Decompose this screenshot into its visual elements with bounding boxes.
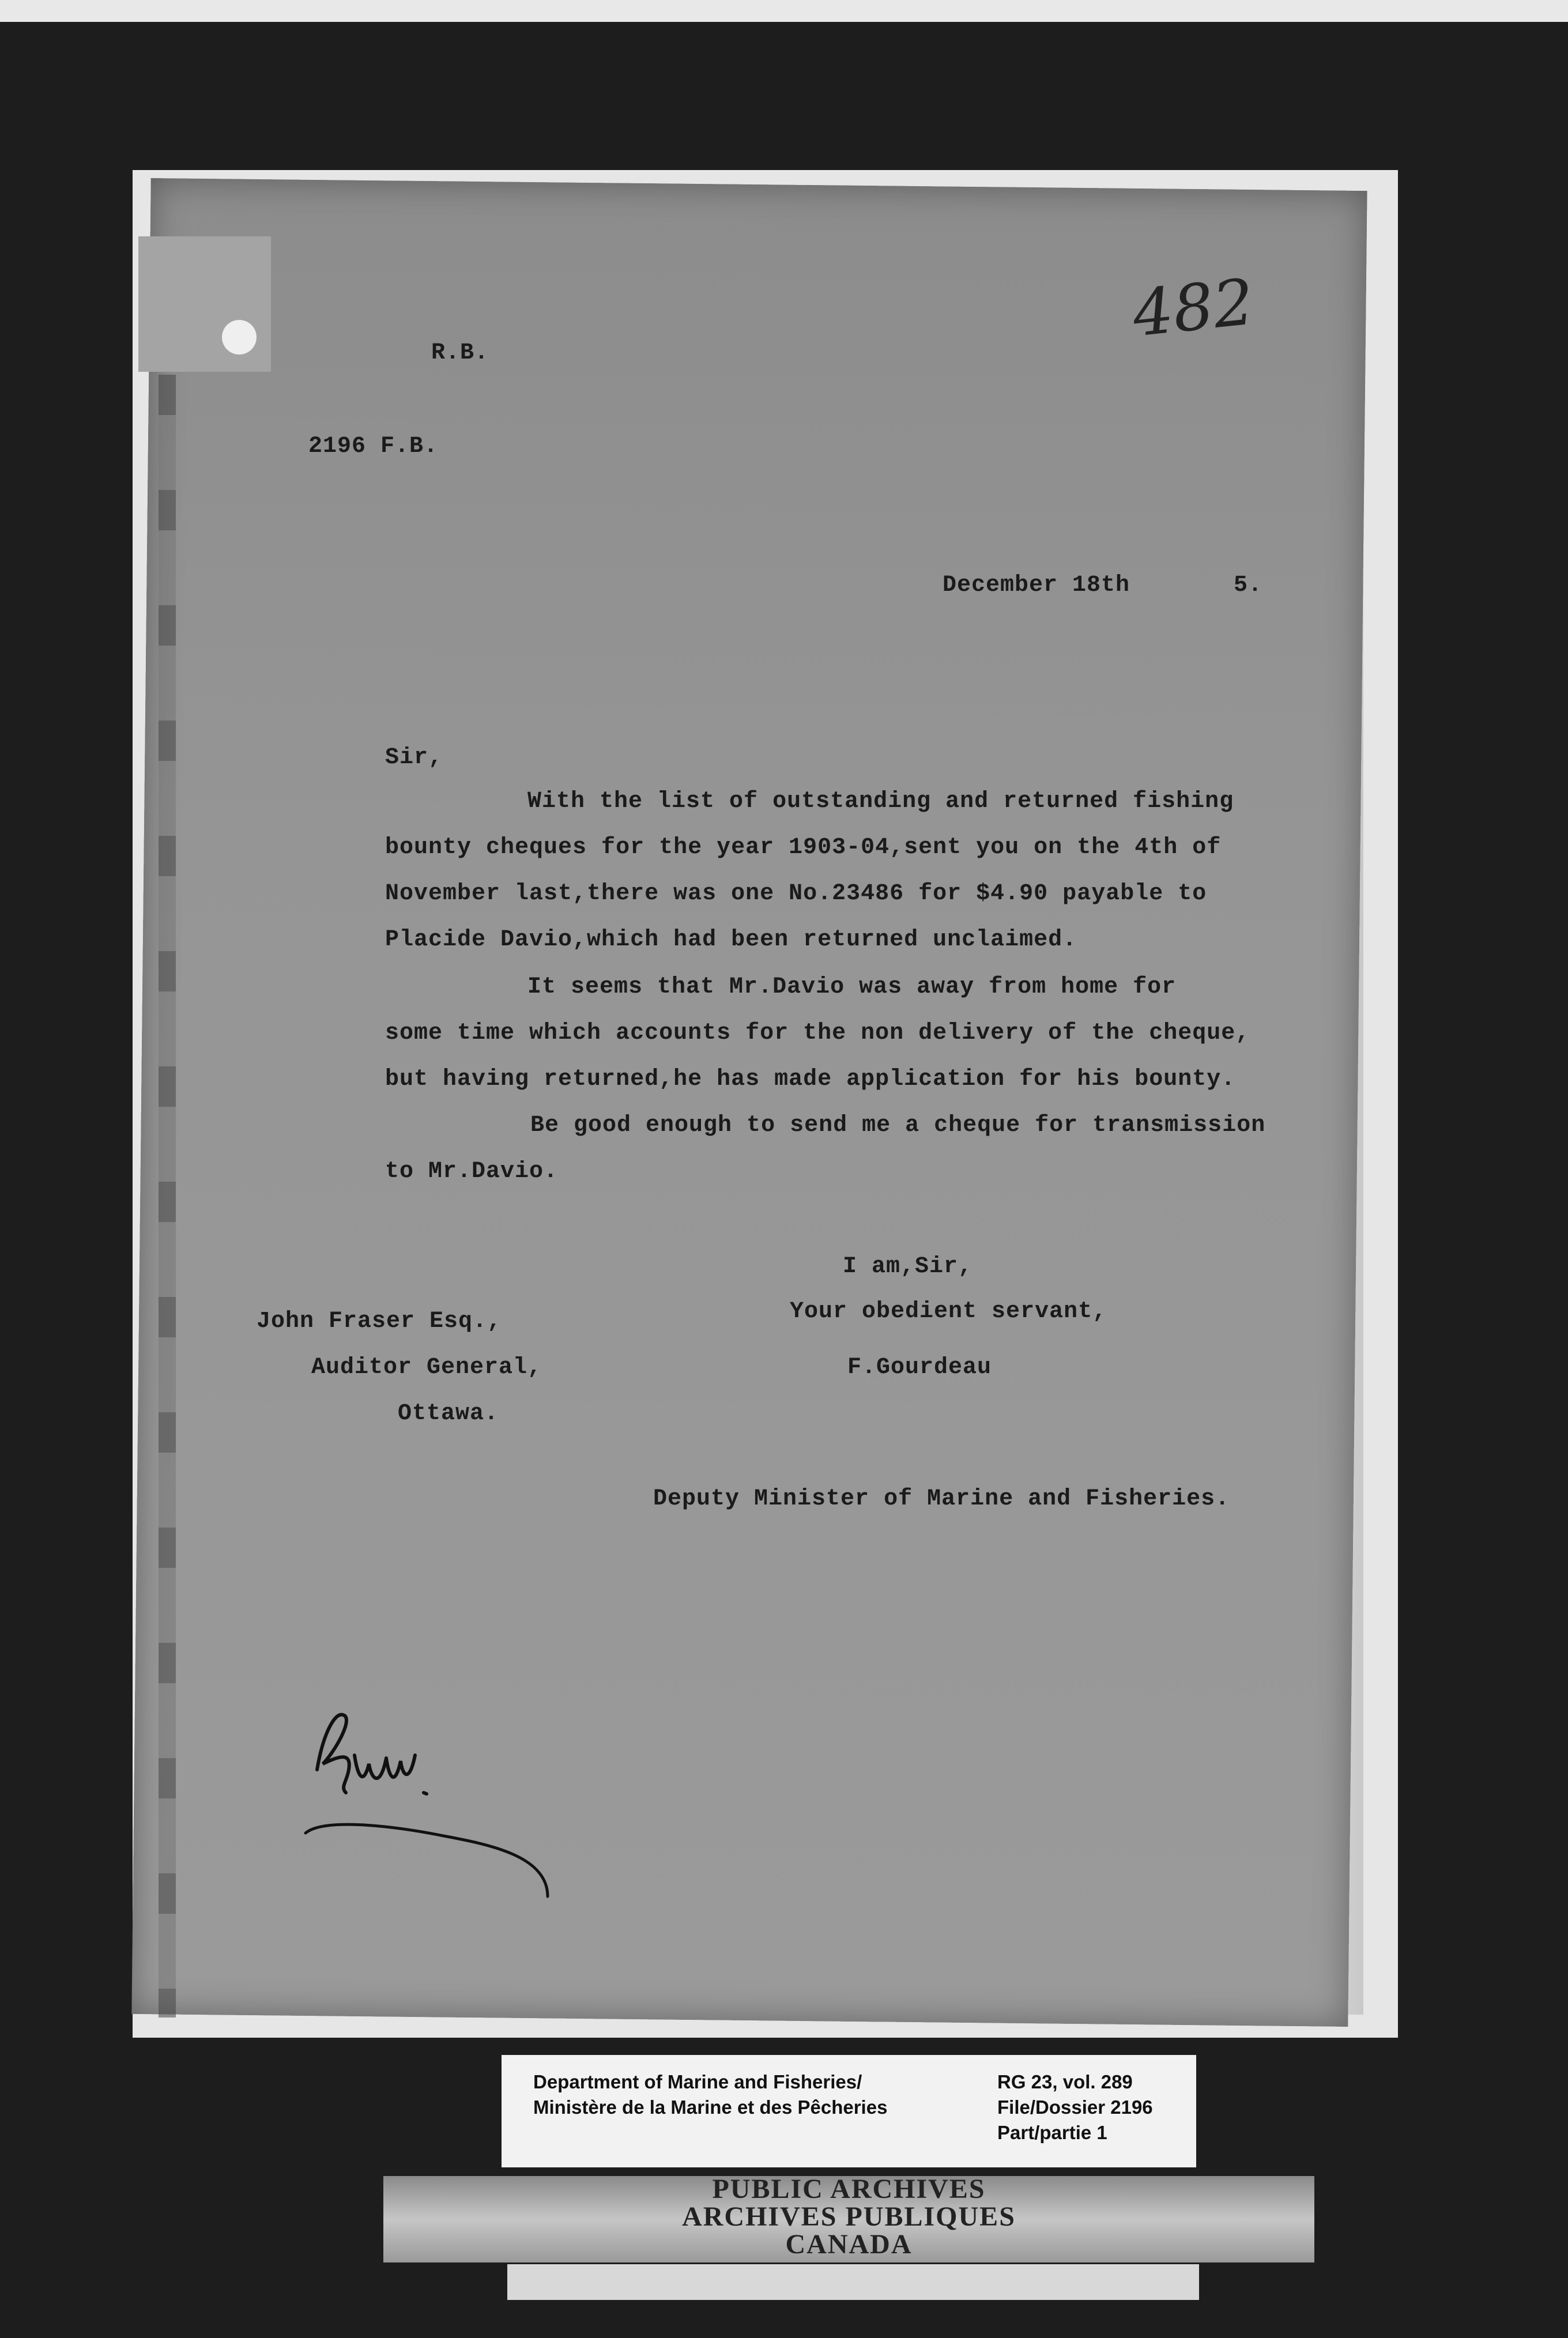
body-line: but having returned,he has made application for his bounty. bbox=[385, 1066, 1236, 1092]
department-en: Department of Marine and Fisheries/ bbox=[533, 2071, 862, 2092]
signer-name: F.Gourdeau bbox=[847, 1355, 992, 1381]
record-group: RG 23, vol. 289 bbox=[997, 2071, 1133, 2092]
file-reference: 2196 F.B. bbox=[308, 433, 439, 459]
closing-line: I am,Sir, bbox=[843, 1254, 973, 1280]
stamp-base-strip bbox=[507, 2264, 1199, 2300]
addressee-line: John Fraser Esq., bbox=[257, 1308, 502, 1334]
stamp-line-fr: ARCHIVES PUBLIQUES bbox=[682, 2201, 1016, 2232]
body-line: With the list of outstanding and returned fishing bbox=[527, 789, 1234, 814]
folio-number: 482 bbox=[1129, 265, 1258, 351]
file-dossier: File/Dossier 2196 bbox=[997, 2096, 1153, 2118]
archive-label bbox=[502, 2055, 1196, 2167]
letter-date: December 18th bbox=[943, 572, 1130, 598]
salutation: Sir, bbox=[385, 745, 443, 771]
body-line: November last,there was one No.23486 for $4.90 payable to bbox=[385, 881, 1207, 907]
body-line: some time which accounts for the non delivery of the cheque, bbox=[385, 1020, 1250, 1046]
punch-hole bbox=[222, 320, 257, 355]
body-line: It seems that Mr.Davio was away from home for bbox=[527, 974, 1177, 1000]
addressee-line: Auditor General, bbox=[311, 1355, 542, 1381]
corner-tab bbox=[138, 236, 271, 372]
handwritten-initials bbox=[300, 1700, 576, 1908]
body-line: Be good enough to send me a cheque for transmission bbox=[530, 1113, 1266, 1138]
date-year-fragment: 5. bbox=[1234, 572, 1263, 598]
part-partie: Part/partie 1 bbox=[997, 2122, 1107, 2143]
binding-edge bbox=[159, 375, 176, 2018]
body-line: to Mr.Davio. bbox=[385, 1159, 559, 1185]
stamp-line-en: PUBLIC ARCHIVES bbox=[712, 2174, 986, 2204]
signature-title: Deputy Minister of Marine and Fisheries. bbox=[653, 1486, 1230, 1512]
body-line: bounty cheques for the year 1903-04,sent you on the 4th of bbox=[385, 835, 1222, 861]
stamp-line-country: CANADA bbox=[785, 2229, 913, 2260]
ref-rb: R.B. bbox=[431, 340, 489, 366]
scan-top-strip bbox=[0, 0, 1568, 22]
department-fr: Ministère de la Marine et des Pêcheries bbox=[533, 2096, 888, 2118]
addressee-line: Ottawa. bbox=[398, 1401, 499, 1427]
body-line: Placide Davio,which had been returned unclaimed. bbox=[385, 927, 1077, 953]
closing-line: Your obedient servant, bbox=[790, 1299, 1107, 1325]
